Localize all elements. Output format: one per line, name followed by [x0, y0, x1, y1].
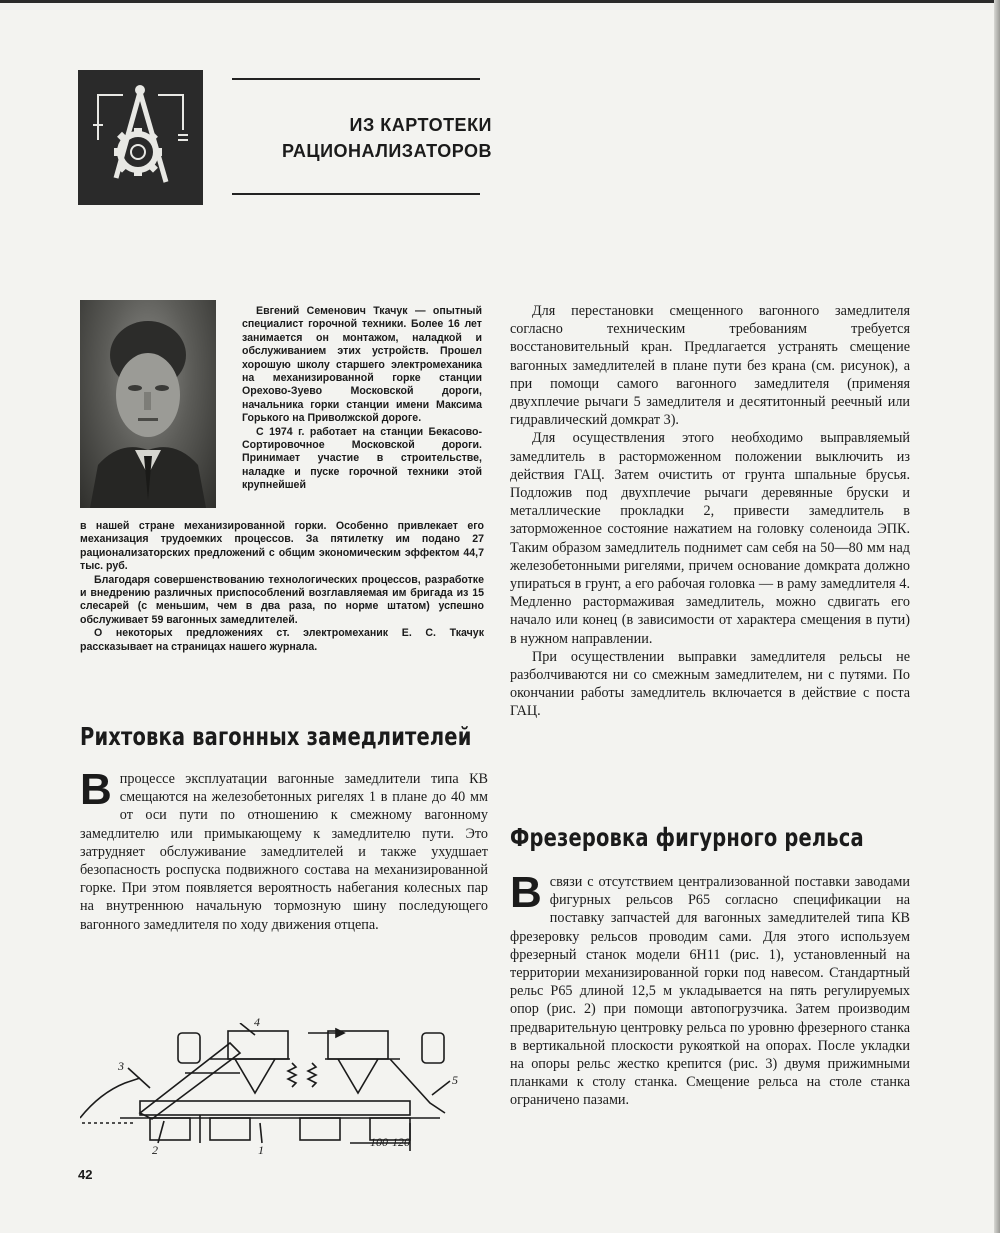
author-portrait-photo: [80, 300, 216, 508]
rationalizer-logo-icon: [78, 70, 203, 205]
bio-paragraph-2-start: С 1974 г. работает на станции Бекасово-Сортировочное Московской дороги. Принимает участие в строительстве, наладке и пуске горочной техники этой крупнейшей: [242, 425, 482, 492]
article1-paragraph-3: Для осуществления этого необходимо выправляемый замедлитель в расторможенном положении выключить из действия ГАЦ. Затем очистить от грунта шпальные брусья. Подложив под двухплечие рычаги деревянные бруски и металлические прокладки 2, привести замедлитель в заторможенное состояние нажатием на головку соленоида ЭПК. Таким образом замедлитель поднимет сам себя на 50—80 мм над железобетонными ригелями, причем основание домкрата должно упираться в грунт, а его рабочая головка — в раму замедлителя 4. Медленно растормаживая замедлитель, можно сдвигать его начало или конец (в зависимости от характера смещения в пути) в нужном направлении.: [510, 430, 910, 647]
article2-paragraph-1-text: связи с отсутствием централизованной поставки заводами фигурных рельсов Р65 согласно спецификации на поставку запчастей для вагонных замедлителей типа КВ фрезеровку рельсов проводим сами. Для этого используем фрезерный станок модели 6Н11 (рис. 1), установленный на территории механизированной горки под навесом. Стандартный рельс Р65 длиной 12,5 м укладывается на пять регулируемых опор (рис. 2) при помощи автопогрузчика. Затем производим предварительную центровку рельса по уровню фрезерного станка в вертикальной плоскости рукояткой на опорах. После укладки на опоры рельс жестко крепится (рис. 3) двумя прижимными планками к столу станка. Смещение рельса на столе станка ограничено пазами.: [510, 874, 910, 1109]
figure-label-4: 4: [254, 1015, 260, 1029]
article1-intro: [80, 765, 488, 934]
bio-paragraph-3: Благодаря совершенствованию технологических процессов, разработке и внедрению различных приспособлений возглавляемая им бригада из 15 слесарей (с меньшим, чем в два раза, по норме штатом) успешно обслуживает 59 вагонных замедлителей.: [80, 573, 484, 626]
article1-continuation: [510, 302, 910, 721]
retarder-diagram: [80, 1015, 490, 1163]
section-title-line2: РАЦИОНАЛИЗАТОРОВ: [282, 141, 492, 161]
article1-dropcap: В: [80, 765, 112, 814]
bio-paragraph-4: О некоторых предложениях ст. электромеханик Е. С. Ткачук рассказывает на страницах нашего журнала.: [80, 627, 484, 653]
article2-dropcap: В: [510, 868, 542, 917]
article1-paragraph-1-text: процессе эксплуатации вагонные замедлители типа КВ смещаются на железобетонных ригелях 1 в плане до 40 мм от оси пути по отношению к смежному вагонному замедлителю или примыкающему к замедлителю пути. Это затрудняет обслуживание замедлителей и также ухудшает безопасность роспуска подвижного состава на механизированной горке. При этом появляется вероятность набегания колесных пар на внутреннюю начальную тормозную шину последующего вагонного замедлителя по ходу движения отцепа.: [80, 771, 488, 933]
article1-headline: Рихтовка вагонных замедлителей: [80, 722, 472, 751]
figure-label-5: 5: [452, 1073, 458, 1087]
article1-paragraph-1: [80, 765, 488, 934]
article2-body: [510, 868, 910, 1110]
page-binding-shadow: [994, 0, 1000, 1233]
article2-paragraph-1: [510, 868, 910, 1110]
author-bio-top: [242, 305, 482, 493]
header-rule-bottom: [232, 193, 480, 195]
article2-headline: Фрезеровка фигурного рельса: [510, 823, 864, 852]
figure-dimension-label: 100-120: [370, 1135, 410, 1149]
bio-paragraph-2-end: в нашей стране механизированной горки. Особенно привлекает его механизация трудоемких процессов. За пятилетку им подано 27 рационализаторских предложений с общим экономическим эффектом 44,7 тыс. руб.: [80, 520, 484, 573]
article1-paragraph-2: Для перестановки смещенного вагонного замедлителя согласно техническим требованиям требуется восстановительный кран. Предлагается устранять смещение вагонных замедлителей в плане пути без крана (см. рисунок), а при помощи самого вагонного замедлителя (применяя двухплечие рычаги 5 замедлителя и десятитонный реечный или гидравлический домкрат 3).: [510, 303, 910, 429]
figure-label-1: 1: [258, 1143, 264, 1157]
page-number: 42: [78, 1167, 93, 1182]
figure-label-2: 2: [152, 1143, 158, 1157]
header-rule-top: [232, 78, 480, 80]
article1-paragraph-4: При осуществлении выправки замедлителя рельсы не разболчиваются ни со смежным замедлителем, ни с путями. По окончании работы замедлитель включается в действие с поста ГАЦ.: [510, 648, 910, 720]
section-title: [232, 112, 492, 164]
bio-paragraph-1: Евгений Семенович Ткачук — опытный специалист горочной техники. Более 16 лет занимается он монтажом, наладкой и обслуживанием этих устройств. Прошел хорошую школу старшего электромеханика на механизированной горке станции Орехово-Зуево Московской дороги, начальника горки станции имени Максима Горького на Приволжской дороге.: [242, 305, 482, 425]
page-top-edge: [0, 0, 1000, 3]
figure-label-3: 3: [118, 1059, 124, 1073]
author-bio-bottom: [80, 520, 484, 654]
section-title-line1: ИЗ КАРТОТЕКИ: [349, 115, 492, 135]
